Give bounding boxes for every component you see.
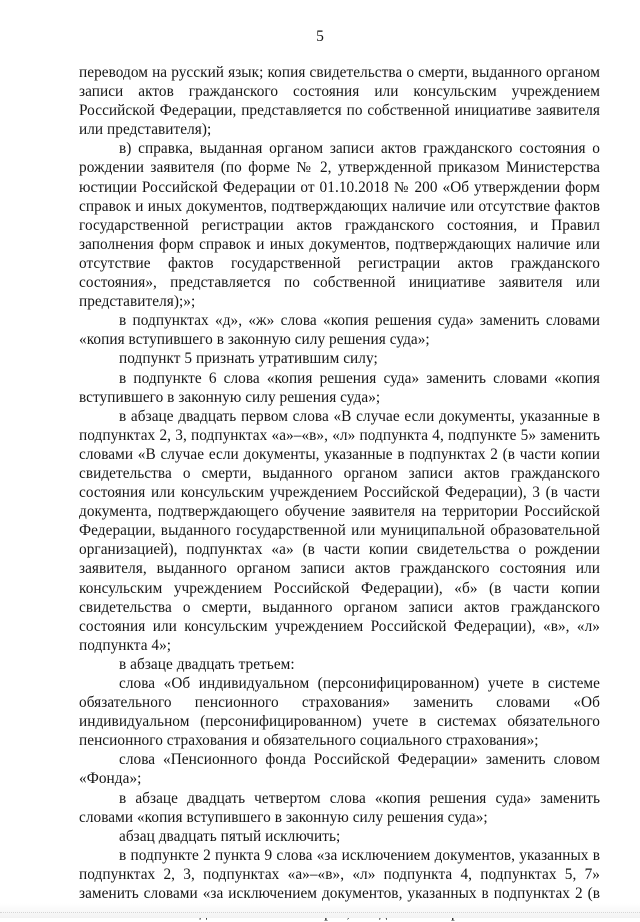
scan-artifact-line (0, 912, 640, 914)
paragraph-words-individual-accounting: слова «Об индивидуальном (персонифицированном) учете в системе обязательного пенсионного страхования» заменить словами «Об индивидуальном (персонифицированном) учете в системах обязательного пенсионного страхования и обязательного социального страхования»; (79, 675, 600, 750)
paragraph-abzac-25: абзац двадцать пятый исключить; (119, 827, 341, 845)
paragraph-abzac-21: в абзаце двадцать первом слова «В случае если документы, указанные в подпунктах 2, 3, подпунктах «а»–«в», «л» подпункта 4, подпункте 5» заменить словами «В случае если документы, указанные в подпунктах 2 (в части копии свидетельства о смерти, выданного органом записи актов гражданского состояния или консульским учреждением Российской Федерации), 3 (в части документа, подтверждающего обучение заявителя на территории Российской Федерации, выданного государственной или муниципальной образовательной организацией), подпунктах «а» (в части копии свидетельства о рождении заявителя, выданного органом записи актов гражданского состояния или консульским учреждением Российской Федерации), «б» (в части копии свидетельства о смерти, выданного органом записи актов гражданского состояния или консульским учреждением Российской Федерации), «в», «л» подпункта 4»; (79, 407, 600, 654)
paragraph-subitem-5: подпункт 5 признать утратившим силу; (119, 350, 378, 368)
paragraph-continuation: переводом на русский язык; копия свидетельства о смерти, выданного органом записи актов гражданского состояния или консульским учреждением Российской Федерации, представляется по собственной инициативе заявителя или представителя); (79, 64, 600, 139)
paragraph-punkt-9: в подпункте 2 пункта 9 слова «за исключением документов, указанных в подпунктах 2, 3, подпунктах «а»–«в», «л» подпункта 4, подпунктах 5, 7» заменить словами «за исключением документов, указанных в подпунктах 2 (в (79, 846, 600, 903)
paragraph-item-v: в) справка, выданная органом записи актов гражданского состояния о рождении заявителя (по форме № 2, утвержденной приказом Министерства юстиции Российской Федерации от 01.10.2018 № 200 «Об утверждении форм справок и иных документов, подтверждающих наличие или отсутствие фактов государственной регистрации актов гражданского состояния, и Правил заполнения форм справок и иных документов, подтверждающих наличие или отсутствие фактов государственной регистрации актов гражданского состояния», представляется по собственной инициативе заявителя или представителя);»; (79, 140, 600, 311)
paragraph-abzac-23: в абзаце двадцать третьем: (119, 655, 295, 673)
document-body (79, 63, 600, 922)
scan-bottom-edge (0, 903, 640, 918)
paragraph-words-pension-fund: слова «Пенсионного фонда Российской Федерации» заменить словом «Фонда»; (79, 751, 600, 788)
page-number: 5 (316, 28, 324, 45)
paragraph-subitems-d-zh: в подпунктах «д», «ж» слова «копия решения суда» заменить словами «копия вступившего в законную силу решения суда»; (79, 312, 600, 349)
paragraph-subitem-6: в подпункте 6 слова «копия решения суда» заменить словами «копия вступившего в законную силу решения суда»; (79, 369, 600, 406)
paragraph-abzac-24: в абзаце двадцать четвертом слова «копия решения суда» заменить словами «копия вступившего в законную силу решения суда»; (79, 789, 600, 826)
